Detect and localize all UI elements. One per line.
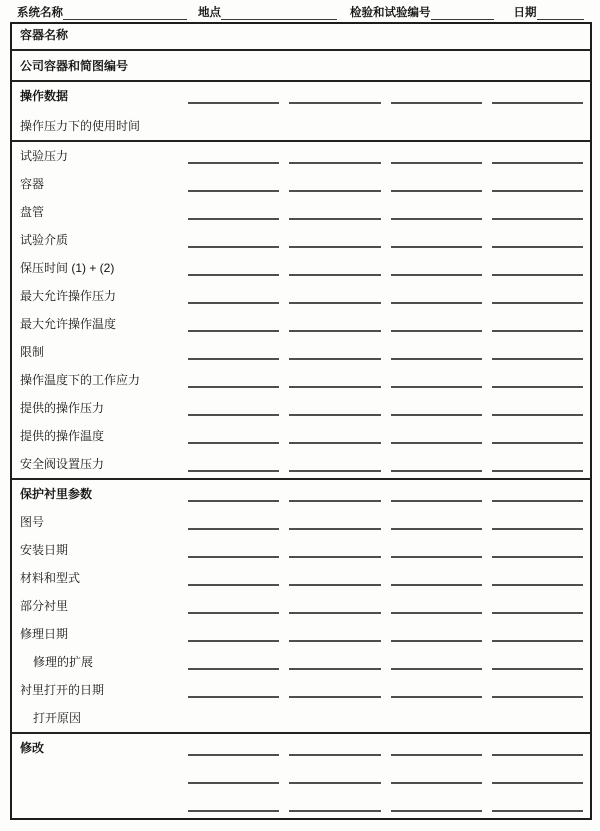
fill-in-line [492,774,583,784]
fill-in-line [188,294,279,304]
fill-in-columns [188,154,583,170]
fill-in-line [492,688,583,698]
row-label: 保护衬里参数 [20,487,93,501]
fill-in-line [188,406,279,416]
row-label: 材料和型式 [20,571,81,585]
fill-in-line [188,182,279,192]
date-label: 日期 [513,6,537,19]
row-label: 限制 [20,345,45,359]
fill-in-columns [188,350,583,366]
row-drawing-no [12,508,590,536]
fill-in-columns [188,688,583,704]
inspection-test-no-field [350,8,494,21]
fill-in-line [188,210,279,220]
row-protective-lining-parameters [12,480,590,508]
system-name-label: 系统名称 [17,6,63,19]
row-label: 安全阀设置压力 [20,457,105,471]
row-reason-for-opening [12,704,590,732]
fill-in-line [391,94,482,104]
fill-in-line [492,548,583,558]
fill-in-line [391,322,482,332]
fill-in-line [188,802,279,812]
row-label: 打开原因 [33,711,82,725]
fill-in-line [63,8,187,20]
fill-in-columns [188,210,583,226]
fill-in-line [492,660,583,670]
fill-in-line [289,406,380,416]
row-partial-lining [12,592,590,620]
fill-in-line [188,576,279,586]
fill-in-line [391,548,482,558]
row-label: 修改 [20,741,45,755]
fill-in-line [492,182,583,192]
fill-in-line [188,492,279,502]
fill-in-line [391,774,482,784]
fill-in-line [492,520,583,530]
row-test-pressure [12,142,590,170]
row-label: 安装日期 [20,543,69,557]
section-company-vessel-no [12,51,590,82]
fill-in-line [492,94,583,104]
section-modifications [12,734,590,818]
inspection-form-table [10,22,592,820]
row-repair-date [12,620,590,648]
fill-in-line [188,688,279,698]
fill-in-line [492,632,583,642]
row-label [20,810,188,818]
fill-in-line [289,492,380,502]
row-modifications-extra-2 [12,790,590,818]
fill-in-line [492,434,583,444]
fill-in-line [391,182,482,192]
fill-in-line [492,154,583,164]
fill-in-line [289,604,380,614]
fill-in-columns [188,802,583,818]
fill-in-line [431,8,494,20]
fill-in-line [391,294,482,304]
fill-in-line [289,576,380,586]
fill-in-line [289,266,380,276]
row-label: 最大允许操作压力 [20,289,117,303]
row-label: 图号 [20,515,45,529]
fill-in-columns [188,378,583,394]
fill-in-columns [188,462,583,478]
date-field [514,8,584,21]
fill-in-line [391,434,482,444]
fill-in-columns [188,492,583,508]
fill-in-line [289,632,380,642]
row-company-vessel-sketch-no [12,51,590,80]
fill-in-line [289,434,380,444]
fill-in-line [391,660,482,670]
fill-in-line [391,378,482,388]
fill-in-line [289,182,380,192]
fill-in-line [391,576,482,586]
fill-in-line [188,746,279,756]
fill-in-line [391,406,482,416]
fill-in-line [188,632,279,642]
fill-in-line [492,462,583,472]
row-label: 部分衬里 [20,599,69,613]
fill-in-line [188,548,279,558]
fill-in-columns [188,266,583,282]
fill-in-line [188,604,279,614]
fill-in-columns [188,576,583,592]
fill-in-line [188,520,279,530]
row-label: 盘管 [20,205,45,219]
row-label: 衬里打开的日期 [20,683,105,697]
fill-in-columns [188,406,583,422]
row-extent-of-repair [12,648,590,676]
section-protective-lining [12,480,590,734]
row-material-and-type [12,564,590,592]
fill-in-line [289,520,380,530]
fill-in-line [221,8,337,20]
fill-in-line [188,462,279,472]
row-label: 操作压力下的使用时间 [20,119,141,133]
fill-in-columns [188,322,583,338]
fill-in-columns [188,182,583,198]
fill-in-line [492,322,583,332]
fill-in-line [289,350,380,360]
fill-in-line [391,746,482,756]
row-label: 公司容器和简图编号 [20,59,129,73]
fill-in-line [289,294,380,304]
fill-in-line [289,462,380,472]
fill-in-line [188,774,279,784]
row-vessel-name [12,24,590,49]
row-label: 试验压力 [20,149,69,163]
fill-in-line [289,154,380,164]
location-field [198,8,337,21]
section-operating-data [12,82,590,142]
row-label: 修理日期 [20,627,69,641]
fill-in-line [391,462,482,472]
fill-in-line [289,660,380,670]
system-name-field [17,8,187,21]
fill-in-columns [188,294,583,310]
row-label: 容器 [20,177,45,191]
section-test-data [12,142,590,480]
fill-in-line [492,802,583,812]
row-label: 操作数据 [20,89,69,103]
fill-in-columns [188,238,583,254]
form-header [17,2,596,20]
fill-in-line [289,210,380,220]
row-label: 保压时间 (1) + (2) [20,261,115,275]
fill-in-columns [188,94,583,110]
fill-in-columns [188,632,583,648]
fill-in-columns [188,746,583,762]
fill-in-line [188,266,279,276]
inspection-test-no-label: 检验和试验编号 [350,6,431,19]
row-working-stress-at-operating-temperature [12,366,590,394]
fill-in-columns [188,548,583,564]
fill-in-line [289,746,380,756]
fill-in-line [492,492,583,502]
fill-in-line [492,604,583,614]
fill-in-line [492,378,583,388]
fill-in-line [289,378,380,388]
fill-in-line [492,266,583,276]
fill-in-line [492,238,583,248]
row-label: 最大允许操作温度 [20,317,117,331]
fill-in-line [537,8,584,20]
row-label: 提供的操作压力 [20,401,105,415]
fill-in-line [492,350,583,360]
row-label: 试验介质 [20,233,69,247]
row-holding-time [12,254,590,282]
fill-in-line [289,688,380,698]
fill-in-line [391,154,482,164]
fill-in-columns [188,520,583,536]
row-label: 提供的操作温度 [20,429,105,443]
row-test-medium [12,226,590,254]
fill-in-line [391,238,482,248]
fill-in-line [492,406,583,416]
fill-in-line [289,774,380,784]
row-coil [12,198,590,226]
fill-in-columns [188,434,583,450]
location-label: 地点 [198,6,221,19]
row-provided-operating-temperature [12,422,590,450]
fill-in-line [391,350,482,360]
fill-in-line [188,350,279,360]
fill-in-line [391,604,482,614]
fill-in-line [391,632,482,642]
row-modifications [12,734,590,762]
fill-in-line [391,802,482,812]
row-provided-operating-pressure [12,394,590,422]
row-installation-date [12,536,590,564]
fill-in-line [492,294,583,304]
fill-in-line [188,322,279,332]
fill-in-line [188,238,279,248]
fill-in-line [391,492,482,502]
row-lining-opened-date [12,676,590,704]
row-operating-data [12,82,590,110]
fill-in-line [289,802,380,812]
row-label: 容器名称 [20,28,69,42]
row-max-allowable-operating-pressure [12,282,590,310]
fill-in-columns [188,604,583,620]
fill-in-line [492,746,583,756]
row-label: 修理的扩展 [33,655,94,669]
row-label: 操作温度下的工作应力 [20,373,141,387]
fill-in-line [289,548,380,558]
fill-in-line [188,434,279,444]
fill-in-line [289,94,380,104]
fill-in-line [492,210,583,220]
fill-in-line [188,660,279,670]
row-max-allowable-operating-temperature [12,310,590,338]
fill-in-line [188,154,279,164]
fill-in-line [289,238,380,248]
fill-in-line [391,266,482,276]
row-modifications-extra-1 [12,762,590,790]
row-label [20,782,188,790]
fill-in-line [289,322,380,332]
fill-in-line [391,210,482,220]
row-limits [12,338,590,366]
fill-in-line [188,94,279,104]
fill-in-line [391,520,482,530]
fill-in-line [492,576,583,586]
section-vessel-name [12,24,590,51]
fill-in-columns [188,774,583,790]
row-safety-valve-set-pressure [12,450,590,478]
fill-in-line [188,378,279,388]
row-vessel [12,170,590,198]
row-service-time-at-operating-pressure [12,110,590,140]
fill-in-line [391,688,482,698]
fill-in-columns [188,660,583,676]
